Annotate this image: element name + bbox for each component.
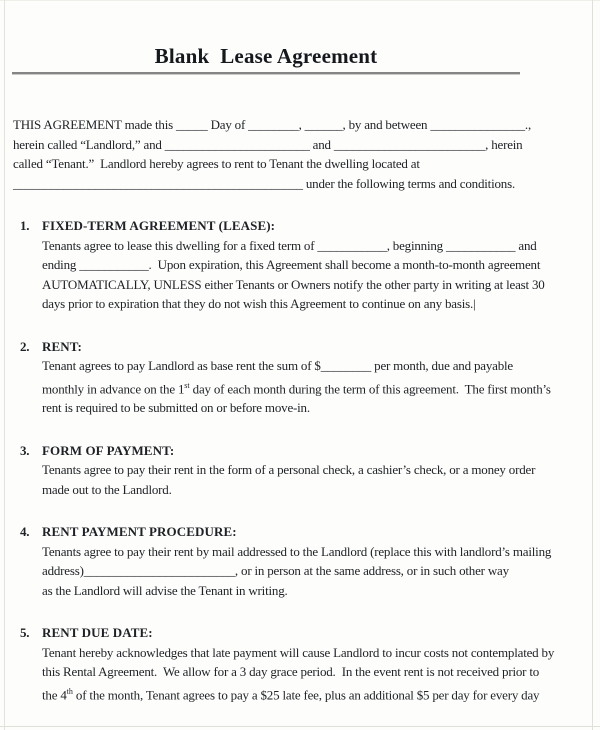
section-rent-payment-procedure: [0, 522, 600, 600]
section-line: Tenants agree to pay their rent by mail addressed to the Landlord (replace this with landlord’s mailing: [42, 543, 552, 559]
section-line: made out to the Landlord.: [42, 481, 172, 497]
section-line: AUTOMATICALLY, UNLESS either Tenants or Owners notify the other party in writing at least 30: [42, 276, 545, 292]
section-number: 5.: [20, 625, 30, 641]
intro-line: called “Tenant.” Landlord hereby agrees to rent to Tenant the dwelling located at: [13, 156, 420, 171]
section-line-text: monthly in advance on the 1: [42, 380, 185, 396]
section-number: 4.: [20, 524, 30, 540]
section-line: ending ___________. Upon expiration, this Agreement shall become a month-to-month agreement: [42, 257, 541, 272]
section-line: address)________________________, or in person at the same address, or in such other way: [42, 563, 509, 579]
section-line: Tenant agrees to pay Landlord as base rent the sum of $________ per month, due and payable: [42, 358, 513, 373]
ordinal-superscript: st: [184, 380, 190, 390]
section-heading: RENT PAYMENT PROCEDURE:: [42, 524, 237, 540]
section-fixed-term-agreement: [0, 216, 600, 314]
section-heading: FIXED-TERM AGREEMENT (LEASE):: [42, 218, 276, 233]
section-line: Tenants agree to lease this dwelling for a fixed term of ___________, beginning ___________ and: [42, 237, 537, 253]
section-rent-due-date: [0, 623, 600, 704]
section-rent: [0, 337, 600, 418]
section-heading: RENT:: [42, 338, 82, 354]
section-line: Tenants agree to pay their rent in the form of a personal check, a cashier’s check, or a money order: [42, 462, 536, 478]
page-edge-bottom: [0, 726, 600, 727]
section-line: [42, 294, 600, 314]
section-heading: RENT DUE DATE:: [42, 625, 153, 641]
section-line: this Rental Agreement. We allow for a 3 day grace period. In the event rent is not received prior to: [42, 664, 540, 680]
text-cursor: |: [473, 296, 476, 311]
ordinal-superscript: th: [66, 686, 73, 696]
section-number: 1.: [20, 218, 30, 233]
section-number: 3.: [20, 442, 30, 458]
section-line: rent is required to be submitted on or before move-in.: [42, 400, 310, 416]
section-line-text: of the month, Tenant agrees to pay a $25 late fee, plus an additional $5 per day for every day: [72, 687, 540, 703]
section-form-of-payment: [0, 441, 600, 500]
section-line: [42, 682, 600, 705]
section-line: as the Landlord will advise the Tenant in writing.: [42, 582, 288, 598]
section-heading: FORM OF PAYMENT:: [42, 442, 175, 458]
intro-line: ______________________________________________ under the following terms and conditions.: [13, 175, 516, 191]
title-underline-rule: [12, 72, 520, 75]
intro-line: THIS AGREEMENT made this _____ Day of ________, ______, by and between _______________.,: [13, 117, 531, 132]
section-number: 2.: [20, 338, 30, 354]
intro-line: herein called “Landlord,” and _______________________ and ________________________, herein: [13, 136, 523, 152]
section-line-text: days prior to expiration that they do not wish this Agreement to continue on any basis.: [42, 296, 474, 311]
document-title: Blank Lease Agreement: [154, 44, 378, 68]
section-line: [42, 376, 600, 399]
section-line-text: the 4: [42, 687, 67, 703]
section-line-text: day of each month during the term of this agreement. The first month’s: [189, 380, 551, 396]
section-line: Tenant hereby acknowledges that late payment will cause Landlord to incur costs not contemplated by: [42, 644, 555, 660]
intro-paragraph: [13, 115, 592, 193]
